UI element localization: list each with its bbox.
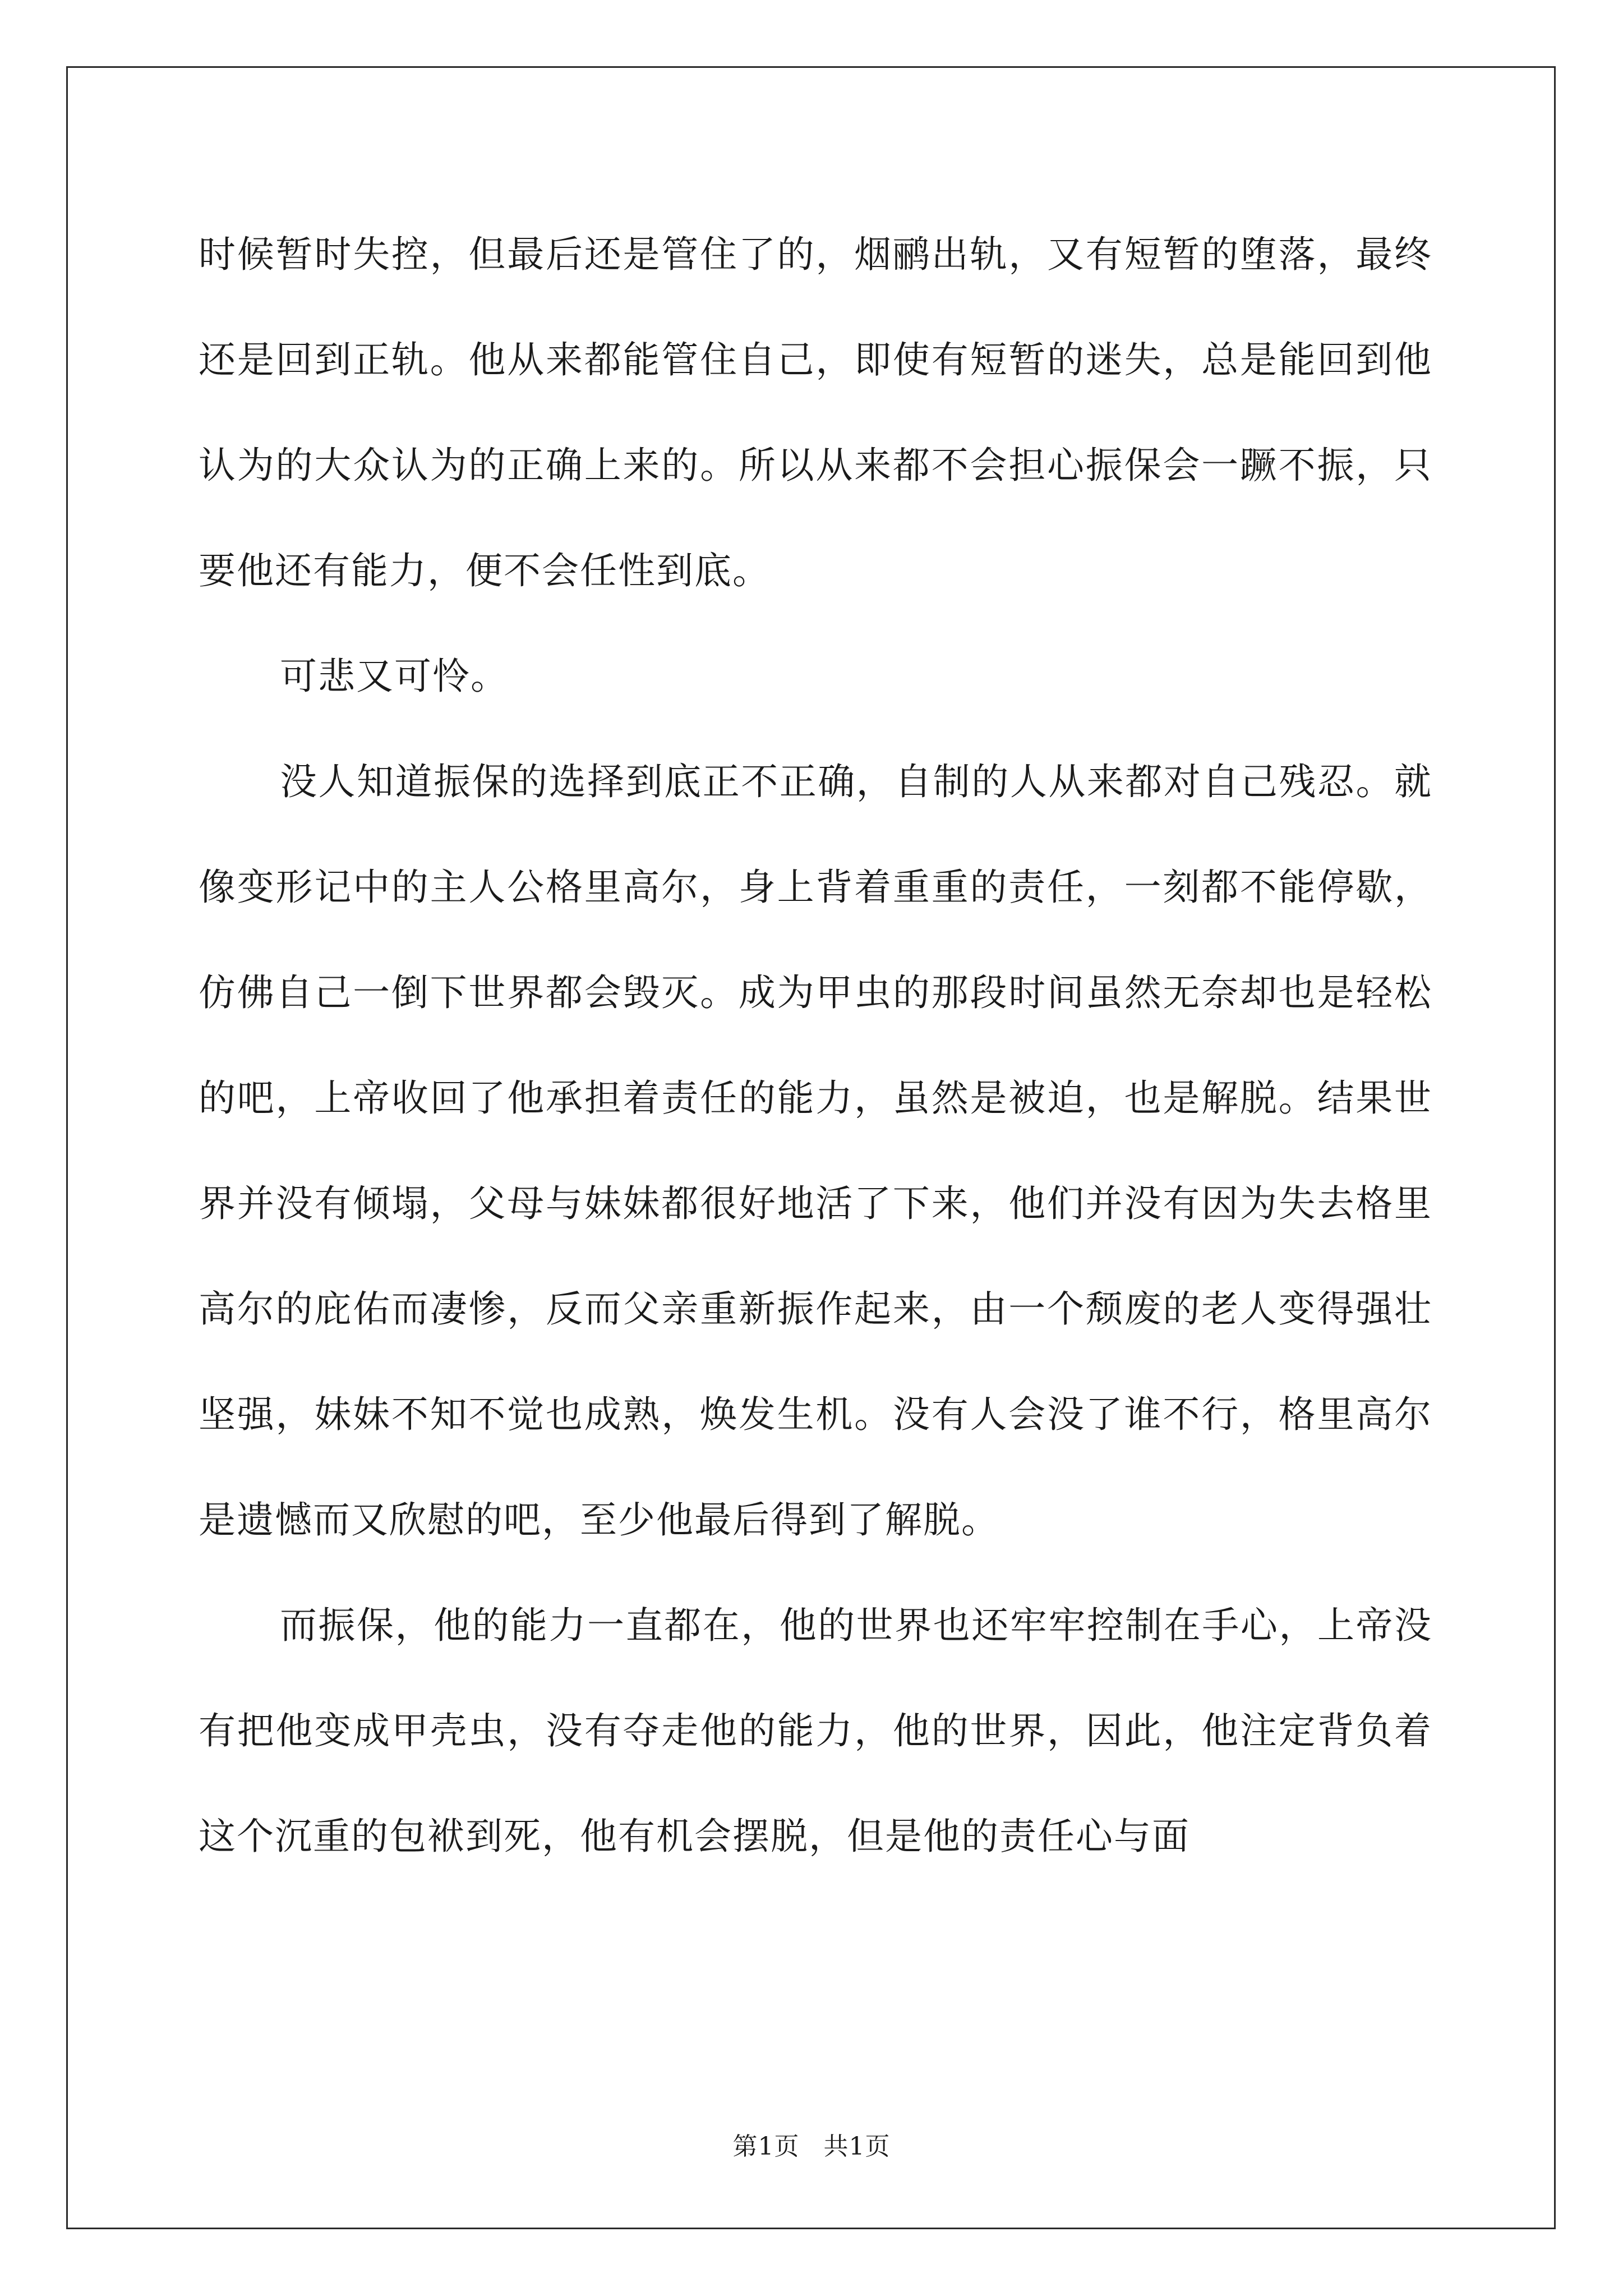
- document-body: [199, 202, 1432, 1889]
- paragraph-1: 时候暂时失控，但最后还是管住了的，烟鹂出轨，又有短暂的堕落，最终还是回到正轨。他从来都能管住自己，即使有短暂的迷失，总是能回到他认为的大众认为的正确上来的。所以从来都不会担心振保会一蹶不振，只要他还有能力，便不会任性到底。: [199, 233, 1432, 592]
- page-footer: [0, 2126, 1623, 2162]
- paragraph-3: 没人知道振保的选择到底正不正确，自制的人从来都对自己残忍。就像变形记中的主人公格里高尔，身上背着重重的责任，一刻都不能停歇，仿佛自己一倒下世界都会毁灭。成为甲虫的那段时间虽然无奈却也是轻松的吧，上帝收回了他承担着责任的能力，虽然是被迫，也是解脱。结果世界并没有倾塌，父母与妹妹都很好地活了下来，他们并没有因为失去格里高尔的庇佑而凄惨，反而父亲重新振作起来，由一个颓废的老人变得强壮坚强，妹妹不知不觉也成熟，焕发生机。没有人会没了谁不行，格里高尔是遗憾而又欣慰的吧，至少他最后得到了解脱。: [199, 760, 1432, 1542]
- page-number: 第1页: [732, 2132, 800, 2161]
- paragraph-4: 而振保，他的能力一直都在，他的世界也还牢牢控制在手心，上帝没有把他变成甲壳虫，没有夺走他的能力，他的世界，因此，他注定背负着这个沉重的包袱到死，他有机会摆脱，但是他的责任心与面: [199, 1604, 1432, 1858]
- paragraph-2: 可悲又可怜。: [280, 655, 509, 698]
- page-total: 共1页: [823, 2132, 891, 2161]
